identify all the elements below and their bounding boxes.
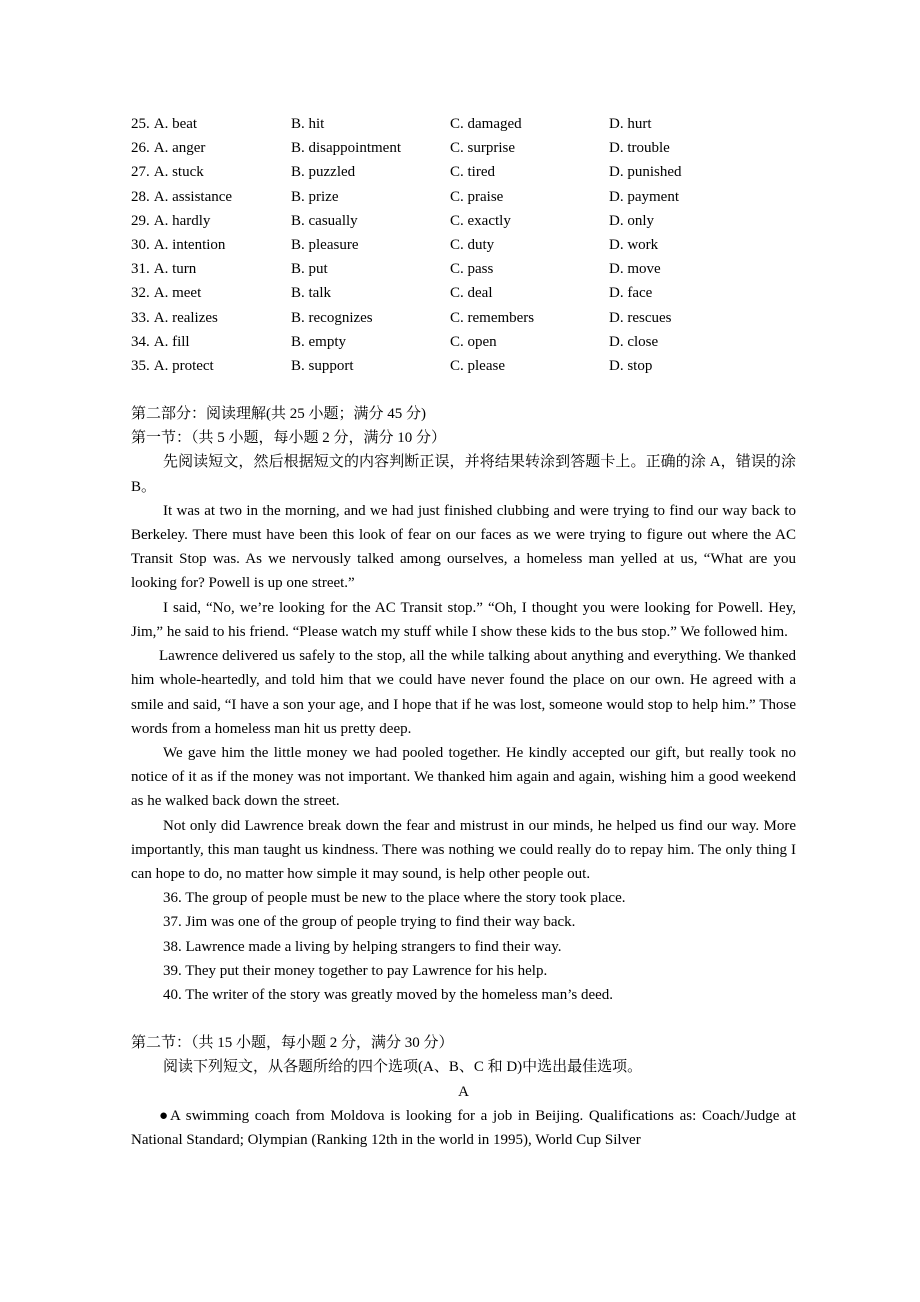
option-d: D. work: [609, 236, 659, 253]
question-item: 37. Jim was one of the group of people trying to find their way back.: [163, 914, 576, 931]
question-number: 25.: [131, 116, 150, 132]
option-c: C. open: [450, 333, 497, 350]
option-b: B. empty: [291, 333, 346, 350]
option-text: A. hardly: [153, 212, 211, 229]
section2-instruction: 阅读下列短文，从各题所给的四个选项(A、B、C 和 D)中选出最佳选项。: [163, 1059, 643, 1076]
option-text: A. stuck: [153, 164, 204, 181]
question-number: 28.: [131, 188, 150, 205]
option-a: [131, 112, 291, 136]
spacer: [131, 378, 796, 402]
question-number: 31.: [131, 261, 150, 278]
option-d: D. stop: [609, 357, 653, 374]
option-row: [131, 160, 796, 184]
option-d: D. payment: [609, 188, 679, 205]
question-item: 36. The group of people must be new to the place where the story took place.: [163, 890, 626, 907]
part2-title: 第二部分：阅读理解(共 25 小题；满分 45 分): [131, 406, 426, 423]
question-number: 34.: [131, 333, 150, 350]
option-text: A. anger: [153, 140, 206, 157]
option-d: D. move: [609, 261, 661, 278]
option-row: [131, 281, 796, 305]
section1-instruction: 先阅读短文，然后根据短文的内容判断正误，并将结果转涂到答题卡上。正确的涂 A，错误的涂 B。: [131, 454, 796, 495]
option-b: B. put: [291, 261, 328, 278]
option-c: C. surprise: [450, 140, 515, 157]
option-c: C. tired: [450, 164, 495, 181]
question-number: 29.: [131, 212, 150, 229]
option-b: B. puzzled: [291, 164, 356, 181]
option-b: B. hit: [291, 116, 325, 132]
option-row: [131, 306, 796, 330]
option-row: [131, 233, 796, 257]
passage-paragraph: Lawrence delivered us safely to the stop, all the while talking about anything and everything. We thanked him whole-heartedly, and told him that we could have never found the place on our own. He agreed with a smile and said, “I have a son your age, and I hope that if he was lost, someone would stop to help him.” Those words from a homeless man hit us pretty deep.: [131, 648, 796, 737]
passage-paragraph: Not only did Lawrence break down the fear and mistrust in our minds, he helped us find our way. More importantly, this man taught us kindness. There was nothing we could really do to repay him. The only thing I can hope to do, no matter how simple it may sound, is help other people out.: [131, 817, 796, 882]
option-row: [131, 330, 796, 354]
option-a: [131, 136, 291, 160]
option-c: C. deal: [450, 285, 493, 302]
option-c: C. duty: [450, 236, 495, 253]
option-a: [131, 354, 291, 378]
option-d: D. close: [609, 333, 659, 350]
option-d: D. face: [609, 285, 653, 302]
option-row: [131, 112, 796, 136]
option-text: A. meet: [153, 285, 202, 302]
option-c: C. pass: [450, 261, 494, 278]
option-b: B. pleasure: [291, 236, 359, 253]
question-item: 39. They put their money together to pay Lawrence for his help.: [163, 962, 548, 979]
option-d: D. only: [609, 212, 654, 229]
question-number: 27.: [131, 164, 150, 181]
option-text: A. turn: [153, 261, 197, 278]
option-a: [131, 185, 291, 209]
section2-title: 第二节：（共 15 小题，每小题 2 分，满分 30 分）: [131, 1035, 454, 1052]
option-b: B. recognizes: [291, 309, 373, 326]
question-number: 33.: [131, 309, 150, 326]
question-item: 38. Lawrence made a living by helping strangers to find their way.: [163, 938, 562, 955]
question-number: 32.: [131, 285, 150, 302]
option-b: B. casually: [291, 212, 358, 229]
question-number: 30.: [131, 236, 150, 253]
option-d: D. punished: [609, 164, 682, 181]
option-d: D. rescues: [609, 309, 672, 326]
option-b: B. disappointment: [291, 140, 401, 157]
option-row: [131, 136, 796, 160]
passage-paragraph: It was at two in the morning, and we had just finished clubbing and were trying to find our way back to Berkeley. There must have been this look of fear on our faces as we were trying to figure out where the AC Transit Stop was. As we nervously talked among ourselves, a homeless man yelled at us, “What are you looking for? Powell is up one street.”: [131, 502, 796, 592]
spacer: [131, 1007, 796, 1031]
option-c: C. exactly: [450, 212, 511, 229]
passage-paragraph: We gave him the little money we had pooled together. He kindly accepted our gift, but really took no notice of it as if the money was not important. We thanked him again and again, wishing him a good weekend as he walked back down the street.: [131, 744, 796, 810]
option-a: [131, 233, 291, 257]
option-text: A. intention: [153, 236, 226, 253]
option-a: [131, 281, 291, 305]
section1-title: 第一节：（共 5 小题，每小题 2 分，满分 10 分）: [131, 430, 447, 447]
option-text: A. protect: [153, 357, 214, 374]
option-a: [131, 209, 291, 233]
option-c: C. please: [450, 357, 505, 374]
option-row: [131, 257, 796, 281]
option-a: [131, 257, 291, 281]
options-table: [131, 112, 796, 378]
option-text: A. assistance: [153, 188, 233, 205]
option-a: [131, 306, 291, 330]
passage-paragraph: I said, “No, we’re looking for the AC Transit stop.” “Oh, I thought you were looking for Powell. Hey, Jim,” he said to his friend. “Please watch my stuff while I show these kids to the bus stop.” We followed him.: [131, 599, 796, 640]
option-c: C. damaged: [450, 116, 522, 132]
option-d: D. hurt: [609, 116, 652, 132]
option-text: A. fill: [153, 333, 190, 350]
question-number: 35.: [131, 357, 150, 374]
option-c: C. remembers: [450, 309, 535, 326]
option-text: A. realizes: [153, 309, 218, 326]
option-row: [131, 209, 796, 233]
passage-a-text: ●A swimming coach from Moldova is looking for a job in Beijing. Qualifications as: Coach/Judge at National Standard; Olympian (Ranking 12th in the world in 1995), World Cup Silver: [131, 1107, 796, 1148]
option-a: [131, 330, 291, 354]
passage-a-label: A: [458, 1083, 469, 1100]
option-d: D. trouble: [609, 140, 670, 157]
option-row: [131, 185, 796, 209]
question-item: 40. The writer of the story was greatly moved by the homeless man’s deed.: [163, 986, 614, 1003]
option-row: [131, 354, 796, 378]
option-c: C. praise: [450, 188, 504, 205]
option-b: B. prize: [291, 188, 339, 205]
exam-page: [131, 112, 796, 1152]
option-b: B. support: [291, 357, 354, 374]
option-b: B. talk: [291, 285, 331, 302]
option-text: A. beat: [153, 116, 198, 132]
option-a: [131, 160, 291, 184]
question-number: 26.: [131, 140, 150, 157]
